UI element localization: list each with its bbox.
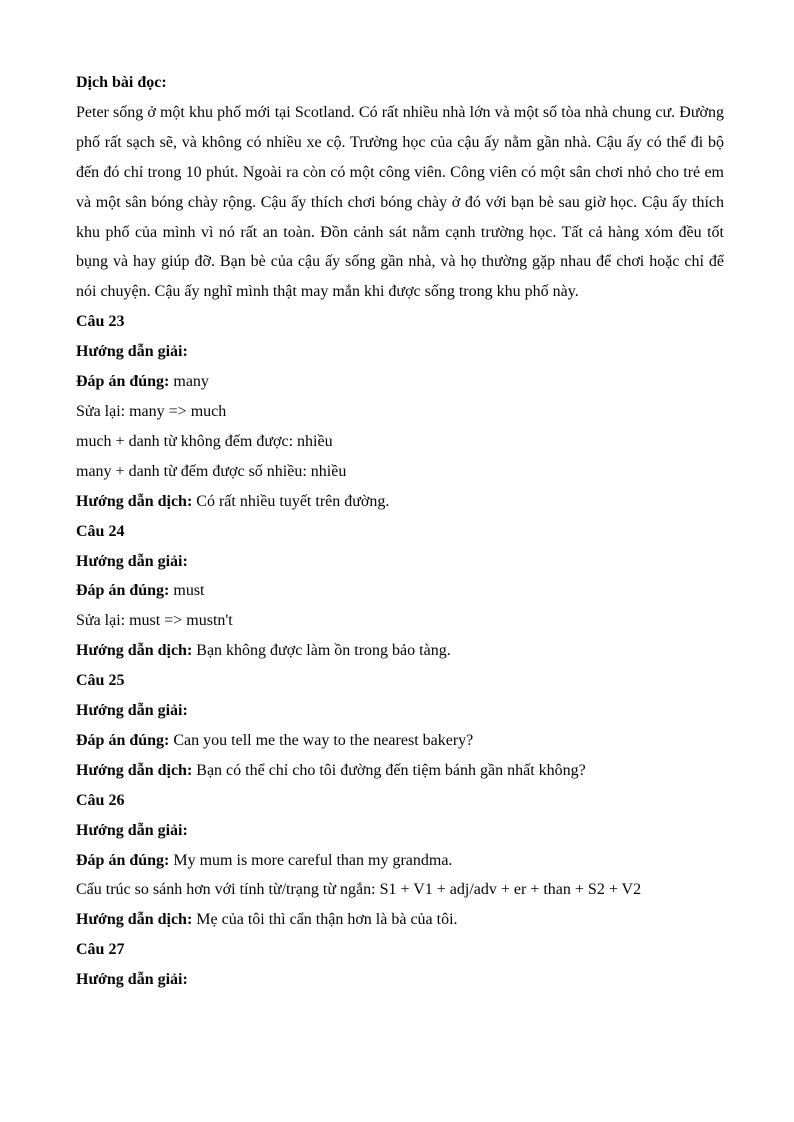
bold-label: Hướng dẫn dịch: (76, 911, 193, 929)
labeled-line (76, 905, 724, 935)
heading-line (76, 786, 724, 816)
bold-label: Câu 23 (76, 313, 125, 331)
labeled-line (76, 576, 724, 606)
heading-line (76, 965, 724, 995)
bold-label: Dịch bài đọc: (76, 74, 167, 91)
heading-line (76, 816, 724, 846)
text-line (76, 397, 724, 427)
line-text: Bạn không được làm ồn trong bảo tàng. (192, 642, 451, 660)
bold-label: Hướng dẫn giải: (76, 821, 188, 839)
text-line (76, 875, 724, 905)
bold-label: Hướng dẫn giải: (76, 702, 188, 720)
line-text: My mum is more careful than my grandma. (169, 851, 453, 869)
heading-line (76, 307, 724, 337)
line-text: many + danh từ đếm được số nhiều: nhiều (76, 462, 347, 480)
text-line (76, 457, 724, 487)
document-body (76, 68, 724, 995)
line-text: many (169, 373, 209, 391)
labeled-line (76, 846, 724, 876)
bold-label: Đáp án đúng: (76, 731, 170, 749)
line-text: must (169, 582, 205, 600)
bold-label: Hướng dẫn giải: (76, 971, 188, 989)
labeled-line (76, 487, 724, 517)
line-text: Cấu trúc so sánh hơn với tính từ/trạng từ ngắn: S1 + V1 + adj/adv + er + than + S2 + V2 (76, 881, 642, 899)
bold-label: Câu 24 (76, 522, 125, 540)
labeled-line (76, 636, 724, 666)
paragraph-line (76, 98, 724, 307)
labeled-line (76, 756, 724, 786)
bold-label: Hướng dẫn giải: (76, 552, 188, 570)
bold-label: Hướng dẫn dịch: (76, 492, 193, 510)
bold-label: Đáp án đúng: (76, 851, 170, 869)
line-text: Mẹ của tôi thì cẩn thận hơn là bà của tôi. (192, 911, 458, 929)
text-line (76, 606, 724, 636)
line-text: Bạn có thể chỉ cho tôi đường đến tiệm bánh gần nhất không? (192, 761, 586, 779)
line-text: Sửa lại: many => much (76, 402, 227, 420)
heading-line (76, 68, 724, 98)
line-text: Peter sống ở một khu phố mới tại Scotland. Có rất nhiều nhà lớn và một số tòa nhà chung cư. Đường phố rất sạch sẽ, và không có nhiều xe cộ. Trường học của cậu ấy nằm gần nhà. Cậu ấy có thể đi bộ đến đó chỉ trong 10 phút. Ngoài ra còn có một công viên. Công viên có một sân chơi nhỏ cho trẻ em và một sân bóng chày rộng. Cậu ấy thích chơi bóng chày ở đó với bạn bè sau giờ học. Cậu ấy thích khu phố của mình vì nó rất an toàn. Đồn cảnh sát nằm cạnh trường học. Tất cả hàng xóm đều tốt bụng và hay giúp đỡ. Bạn bè của cậu ấy sống gần nhà, và họ thường gặp nhau để chơi hoặc chỉ để nói chuyện. Cậu ấy nghĩ mình thật may mắn khi được sống trong khu phố này. (76, 103, 724, 301)
heading-line (76, 935, 724, 965)
line-text: Có rất nhiều tuyết trên đường. (192, 492, 390, 510)
text-line (76, 427, 724, 457)
bold-label: Câu 26 (76, 791, 125, 809)
bold-label: Hướng dẫn giải: (76, 343, 188, 361)
bold-label: Hướng dẫn dịch: (76, 642, 193, 660)
heading-line (76, 666, 724, 696)
line-text: much + danh từ không đếm được: nhiều (76, 432, 333, 450)
bold-label: Câu 27 (76, 941, 125, 959)
bold-label: Đáp án đúng: (76, 582, 170, 600)
bold-label: Đáp án đúng: (76, 373, 170, 391)
labeled-line (76, 726, 724, 756)
labeled-line (76, 367, 724, 397)
heading-line (76, 547, 724, 577)
line-text: Sửa lại: must => mustn't (76, 612, 233, 630)
bold-label: Hướng dẫn dịch: (76, 761, 193, 779)
heading-line (76, 696, 724, 726)
line-text: Can you tell me the way to the nearest bakery? (169, 731, 474, 749)
heading-line (76, 337, 724, 367)
bold-label: Câu 25 (76, 672, 125, 690)
heading-line (76, 517, 724, 547)
